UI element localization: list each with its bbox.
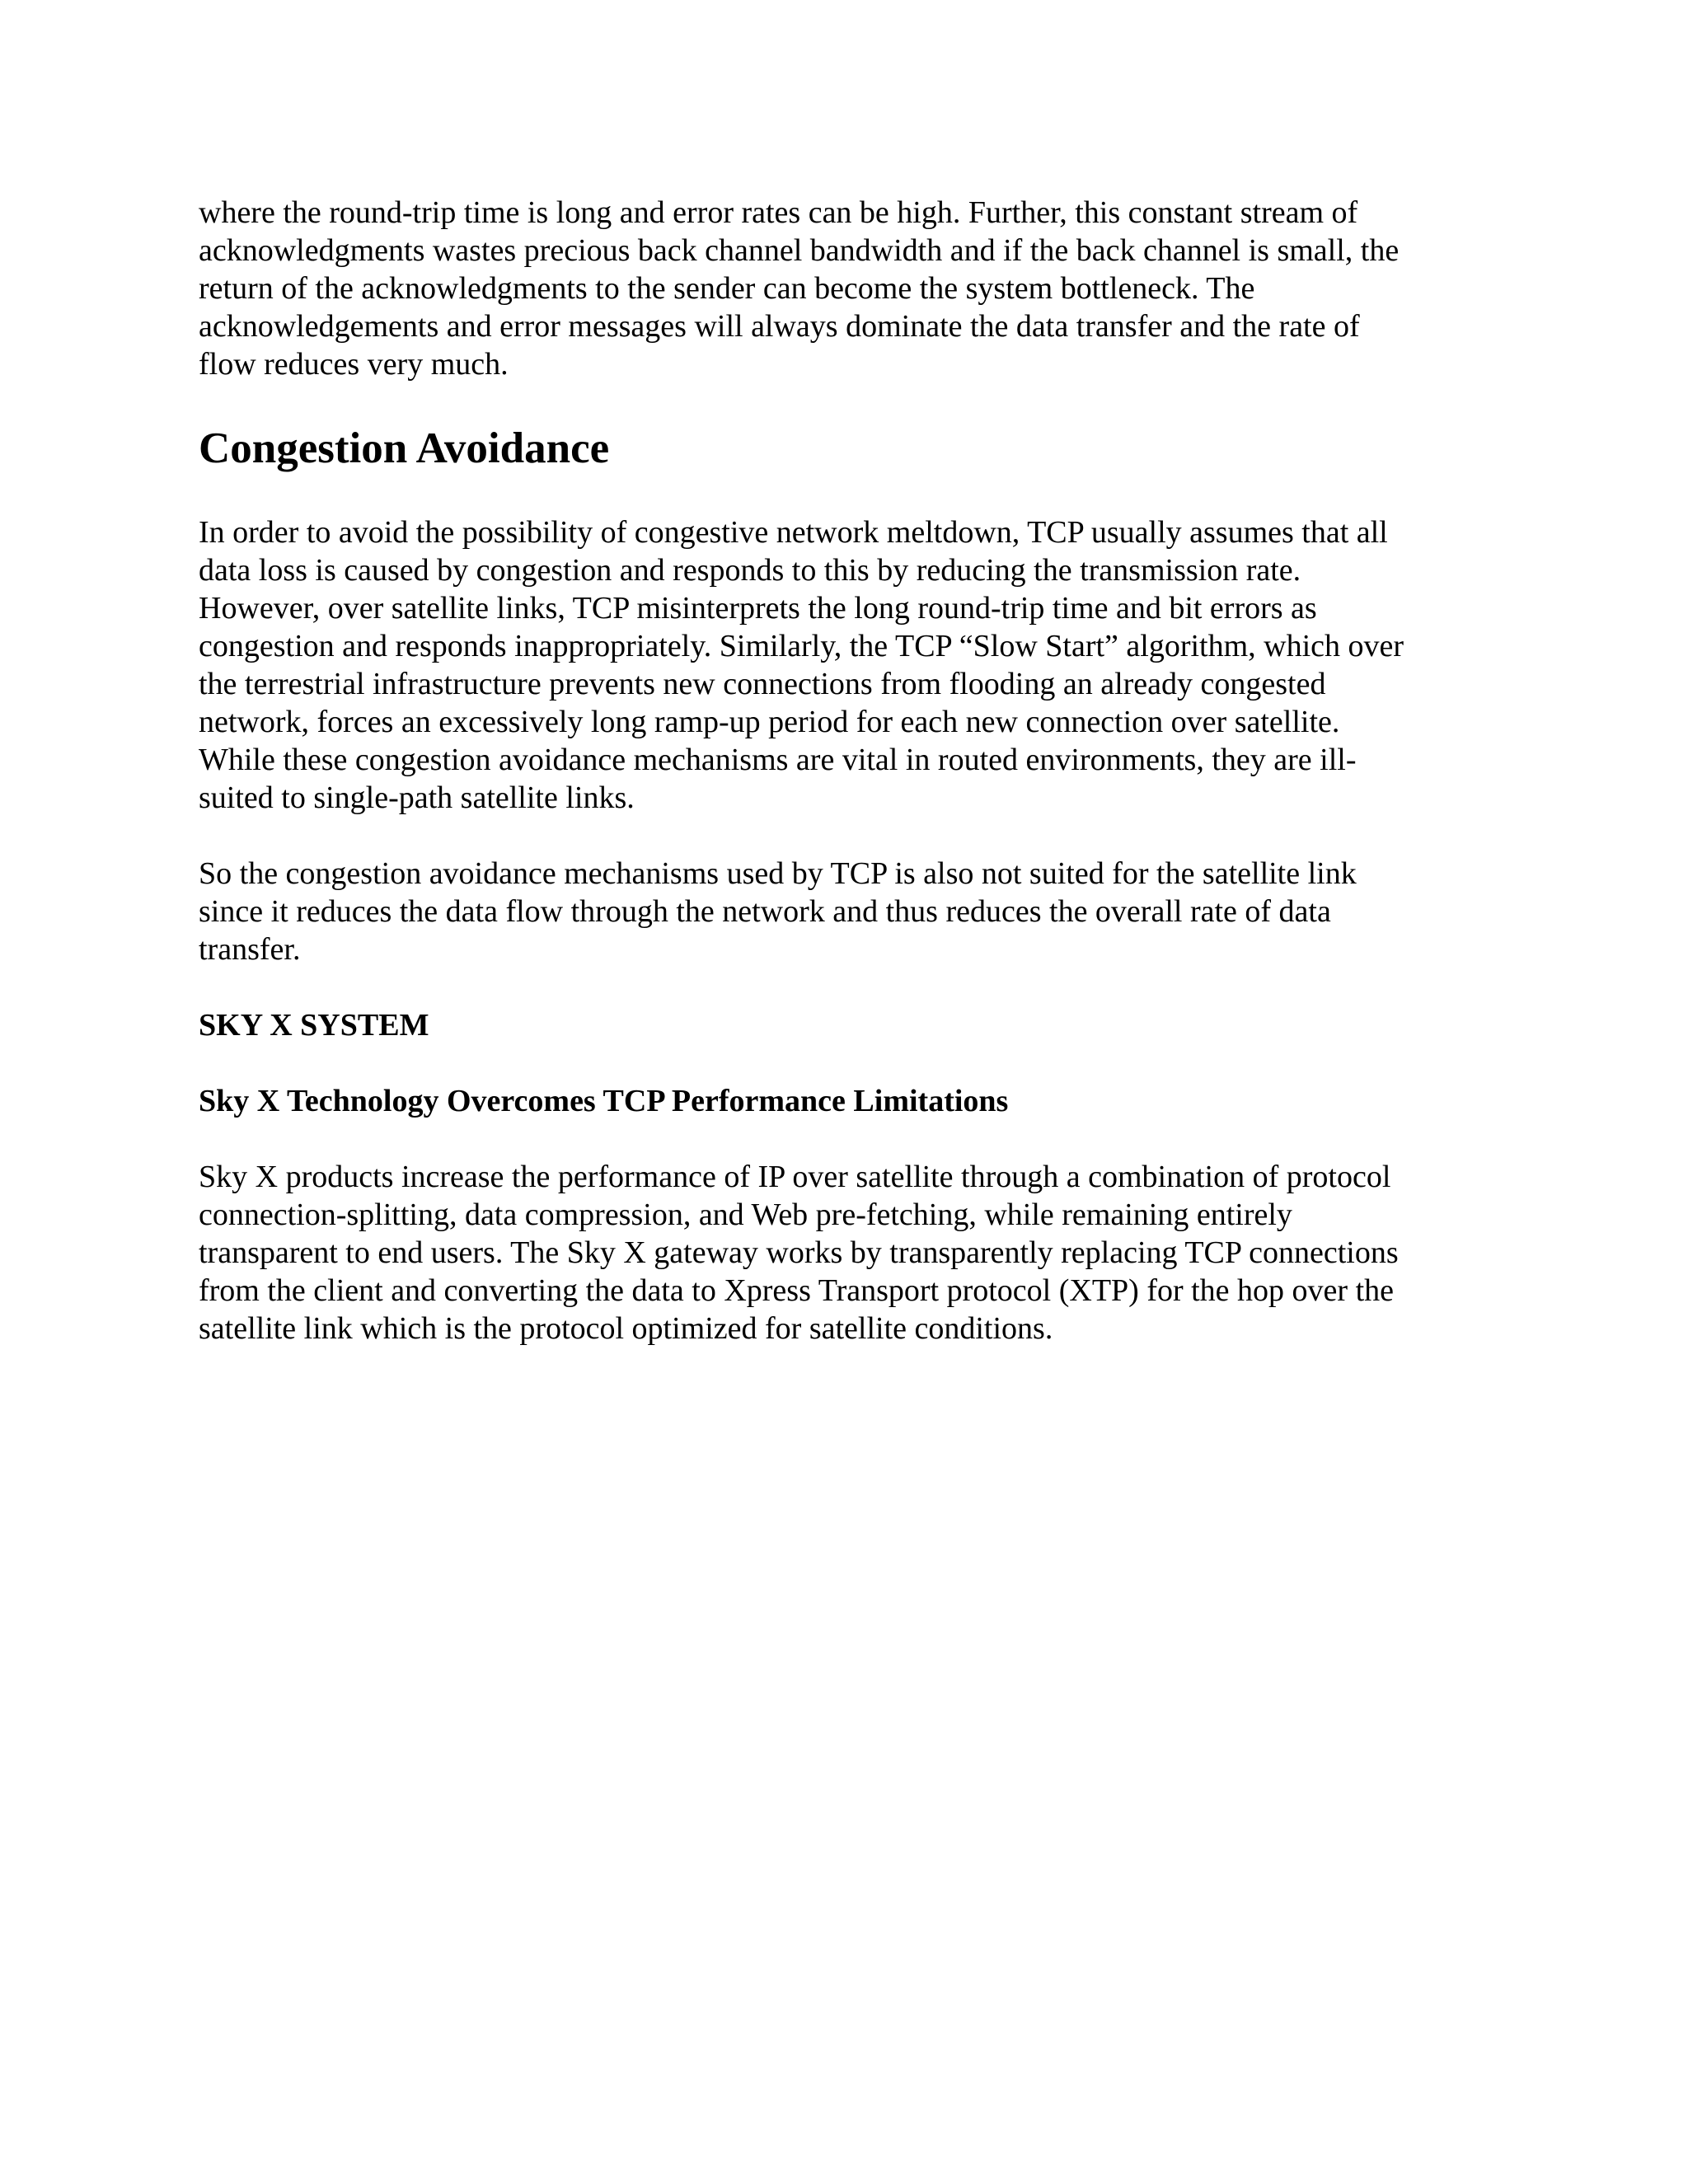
congestion-paragraph-1	[199, 513, 1489, 817]
text-line: However, over satellite links, TCP misinterprets the long round-trip time and bit errors as	[199, 591, 1317, 626]
text-line: acknowledgements and error messages will always dominate the data transfer and the rate of	[199, 309, 1360, 344]
text-line: transfer.	[199, 932, 301, 967]
intro-paragraph	[199, 194, 1489, 383]
text-line: return of the acknowledgments to the sender can become the system bottleneck. The	[199, 271, 1255, 306]
text-line: suited to single-path satellite links.	[199, 780, 635, 815]
text-line: Sky X products increase the performance of IP over satellite through a combination of protocol	[199, 1160, 1391, 1194]
text-line: flow reduces very much.	[199, 347, 509, 382]
sky-x-paragraph	[199, 1158, 1489, 1347]
text-line: In order to avoid the possibility of congestive network meltdown, TCP usually assumes that all	[199, 515, 1388, 550]
text-line: congestion and responds inappropriately. Similarly, the TCP “Slow Start” algorithm, which over	[199, 629, 1404, 663]
document-body	[199, 194, 1489, 1347]
text-line: connection-splitting, data compression, and Web pre-fetching, while remaining entirely	[199, 1197, 1292, 1232]
congestion-avoidance-heading: Congestion Avoidance	[199, 424, 610, 472]
sky-x-system-heading: SKY X SYSTEM	[199, 1008, 429, 1043]
text-line: since it reduces the data flow through the network and thus reduces the overall rate of data	[199, 894, 1331, 929]
text-line: the terrestrial infrastructure prevents new connections from flooding an already congested	[199, 667, 1326, 701]
text-line: where the round-trip time is long and error rates can be high. Further, this constant stream of	[199, 195, 1358, 230]
text-line: acknowledgments wastes precious back channel bandwidth and if the back channel is small, the	[199, 233, 1400, 268]
text-line: data loss is caused by congestion and responds to this by reducing the transmission rate.	[199, 553, 1301, 588]
text-line: satellite link which is the protocol optimized for satellite conditions.	[199, 1311, 1053, 1346]
congestion-paragraph-2	[199, 855, 1489, 968]
text-line: network, forces an excessively long ramp-up period for each new connection over satellite.	[199, 705, 1340, 739]
text-line: While these congestion avoidance mechanisms are vital in routed environments, they are ill-	[199, 743, 1357, 777]
text-line: transparent to end users. The Sky X gateway works by transparently replacing TCP connections	[199, 1235, 1399, 1270]
text-line: So the congestion avoidance mechanisms used by TCP is also not suited for the satellite link	[199, 856, 1357, 891]
sky-x-technology-heading: Sky X Technology Overcomes TCP Performance Limitations	[199, 1084, 1009, 1118]
text-line: from the client and converting the data to Xpress Transport protocol (XTP) for the hop over the	[199, 1273, 1394, 1308]
